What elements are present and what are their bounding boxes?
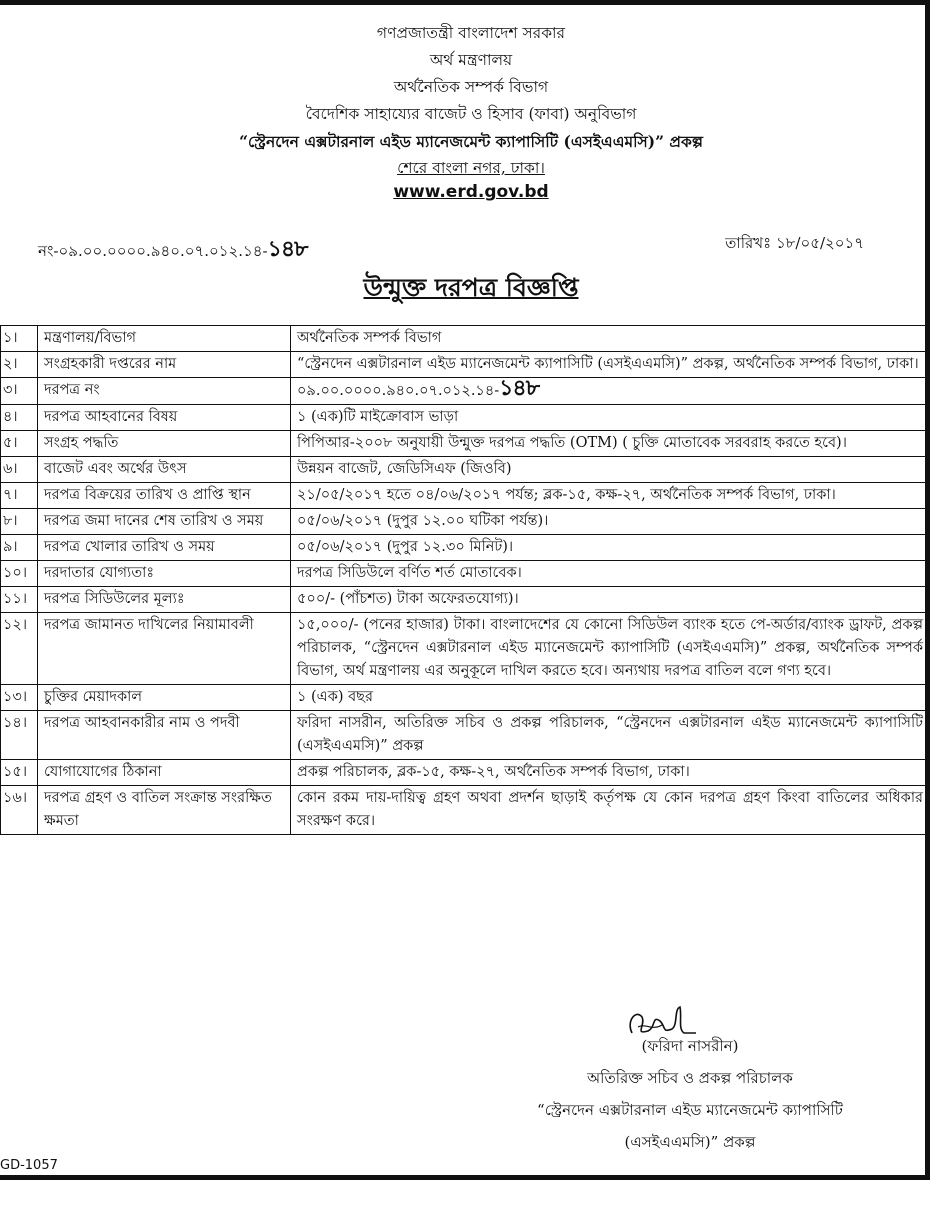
row-label: দরপত্র জামানত দাখিলের নিয়ামাবলী (38, 613, 291, 685)
row-value: কোন রকম দায়-দায়িত্ব গ্রহণ অথবা প্রদর্শন ছাড়াই কর্তৃপক্ষ যে কোন দরপত্র গ্রহণ কিংবা বাতিলের অধিকার সংরক্ষণ করে। (291, 786, 930, 835)
signatory-block (480, 1030, 900, 1158)
row-label: মন্ত্রণালয়/বিভাগ (38, 326, 291, 352)
letterhead (0, 20, 942, 202)
row-label: দরদাতার যোগ্যতাঃ (38, 561, 291, 587)
table-row (1, 483, 930, 509)
table-row (1, 326, 930, 352)
row-value: প্রকল্প পরিচালক, ব্লক-১৫, কক্ষ-২৭, অর্থনৈতিক সম্পর্ক বিভাগ, ঢাকা। (291, 760, 930, 786)
table-row (1, 711, 930, 760)
tender-number-handwritten: ১৪৮ (499, 376, 539, 401)
row-number: ৯। (1, 535, 38, 561)
row-value: ০৫/০৬/২০১৭ (দুপুর ১২.৩০ মিনিট)। (291, 535, 930, 561)
row-value (291, 378, 930, 405)
row-label: চুক্তির মেয়াদকাল (38, 685, 291, 711)
row-value: ১ (এক)টি মাইক্রোবাস ভাড়া (291, 405, 930, 431)
row-number: ১০। (1, 561, 38, 587)
row-number: ১৩। (1, 685, 38, 711)
table-row (1, 613, 930, 685)
row-value: ৫০০/- (পাঁচশত) টাকা অফেরতযোগ্য)। (291, 587, 930, 613)
table-row (1, 587, 930, 613)
table-row (1, 561, 930, 587)
memo-number-prefix: নং-০৯.০০.০০০০.৯৪০.০৭.০১২.১৪- (38, 242, 268, 260)
memo-number (38, 232, 307, 269)
row-number: ২। (1, 352, 38, 378)
row-value: “স্ট্রেনদেন এক্সটারনাল এইড ম্যানেজমেন্ট ক্যাপাসিটি (এসইএএমসি)” প্রকল্প, অর্থনৈতিক সম্পর্ক বিভাগ, ঢাকা। (291, 352, 930, 378)
row-value: ১ (এক) বছর (291, 685, 930, 711)
row-label: দরপত্র সিডিউলের মূল্যঃ (38, 587, 291, 613)
table-row (1, 378, 930, 405)
row-label: দরপত্র খোলার তারিখ ও সময় (38, 535, 291, 561)
table-row (1, 352, 930, 378)
row-label: দরপত্র গ্রহণ ও বাতিল সংক্রান্ত সংরক্ষিত ক্ষমতা (38, 786, 291, 835)
row-label: সংগ্রহ পদ্ধতি (38, 431, 291, 457)
row-number: ৮। (1, 509, 38, 535)
memo-number-handwritten: ১৪৮ (267, 237, 308, 262)
row-label: সংগ্রহকারী দপ্তরের নাম (38, 352, 291, 378)
row-label: যোগাযোগের ঠিকানা (38, 760, 291, 786)
table-row (1, 405, 930, 431)
row-number: ১৪। (1, 711, 38, 760)
row-value: ২১/০৫/২০১৭ হতে ০৪/০৬/২০১৭ পর্যন্ত; ব্লক-১৫, কক্ষ-২৭, অর্থনৈতিক সম্পর্ক বিভাগ, ঢাকা। (291, 483, 930, 509)
row-label: দরপত্র নং (38, 378, 291, 405)
row-label: দরপত্র আহবানকারীর নাম ও পদবী (38, 711, 291, 760)
tender-number-printed: ০৯.০০.০০০০.৯৪০.০৭.০১২.১৪- (297, 383, 500, 399)
row-value: উন্নয়ন বাজেট, জেডিসিএফ (জিওবি) (291, 457, 930, 483)
signatory-designation: অতিরিক্ত সচিব ও প্রকল্প পরিচালক (587, 1069, 793, 1087)
table-row (1, 457, 930, 483)
row-number: ৫। (1, 431, 38, 457)
row-label: দরপত্র জমা দানের শেষ তারিখ ও সময় (38, 509, 291, 535)
header-government: গণপ্রজাতন্ত্রী বাংলাদেশ সরকার (376, 24, 566, 42)
row-number: ৭। (1, 483, 38, 509)
table-row (1, 786, 930, 835)
row-value: ১৫,০০০/- (পনের হাজার) টাকা। বাংলাদেশের যে কোনো সিডিউল ব্যাংক হতে পে-অর্ডার/ব্যাংক ড্রাফট, প্রকল্প পরিচালক, “স্ট্রেনদেন এক্সটারনাল এইড ম্যানেজমেন্ট ক্যাপাসিটি (এসইএএমসি)” প্রকল্প, অর্থনৈতিক সম্পর্ক বিভাগ, অর্থ মন্ত্রণালয় এর অনুকূলে দাখিল করতে হবে। অন্যথায় দরপত্র বাতিল বলে গণ্য হবে। (291, 613, 930, 685)
row-number: ১৬। (1, 786, 38, 835)
table-row (1, 509, 930, 535)
row-label: বাজেট এবং অর্থের উৎস (38, 457, 291, 483)
table-row (1, 535, 930, 561)
row-number: ১২। (1, 613, 38, 685)
row-number: ৬। (1, 457, 38, 483)
header-wing: বৈদেশিক সাহায্যের বাজেট ও হিসাব (ফাবা) অনুবিভাগ (305, 105, 637, 123)
table-row (1, 760, 930, 786)
page-title-text: উন্মুক্ত দরপত্র বিজ্ঞপ্তি (363, 273, 579, 302)
row-value: ফরিদা নাসরীন, অতিরিক্ত সচিব ও প্রকল্প পরিচালক, “স্ট্রেনদেন এক্সটারনাল এইড ম্যানেজমেন্ট ক্যাপাসিটি (এসইএএমসি)” প্রকল্প (291, 711, 930, 760)
header-address (0, 155, 942, 182)
row-number: ১৫। (1, 760, 38, 786)
date-label: তারিখঃ (725, 234, 772, 252)
header-address-text: শেরে বাংলা নগর, ঢাকা। (397, 159, 545, 177)
row-number: ১। (1, 326, 38, 352)
row-value: অর্থনৈতিক সম্পর্ক বিভাগ (291, 326, 930, 352)
row-value: পিপিআর-২০০৮ অনুযায়ী উন্মুক্ত দরপত্র পদ্ধতি (OTM) ( চুক্তি মোতাবেক সরবরাহ করতে হবে)। (291, 431, 930, 457)
website-link[interactable]: www.erd.gov.bd (393, 182, 549, 202)
table-row (1, 685, 930, 711)
signatory-name: (ফরিদা নাসরীন) (641, 1037, 739, 1055)
header-ministry: অর্থ মন্ত্রণালয় (429, 51, 513, 69)
signatory-project-line1: “স্ট্রেনদেন এক্সটারনাল এইড ম্যানেজমেন্ট ক্যাপাসিটি (537, 1101, 843, 1119)
row-value: দরপত্র সিডিউলে বর্ণিত শর্ত মোতাবেক। (291, 561, 930, 587)
header-project: “স্ট্রেনদেন এক্সটারনাল এইড ম্যানেজমেন্ট ক্যাপাসিটি (এসইএএমসি)” প্রকল্প (239, 132, 703, 151)
row-number: ৩। (1, 378, 38, 405)
row-label: দরপত্র আহবানের বিষয় (38, 405, 291, 431)
header-division: অর্থনৈতিক সম্পর্ক বিভাগ (393, 78, 549, 96)
table-row (1, 431, 930, 457)
row-label: দরপত্র বিক্রয়ের তারিখ ও প্রাপ্তি স্থান (38, 483, 291, 509)
memo-date (725, 232, 864, 257)
row-number: ৪। (1, 405, 38, 431)
tender-details-table (0, 325, 930, 835)
signatory-project-line2: (এসইএএমসি)” প্রকল্প (624, 1133, 756, 1151)
row-number: ১১। (1, 587, 38, 613)
footer-code: GD-1057 (0, 1158, 58, 1173)
page-title (0, 268, 942, 311)
row-value: ০৫/০৬/২০১৭ (দুপুর ১২.০০ ঘটিকা পর্যন্ত)। (291, 509, 930, 535)
date-value: ১৮/০৫/২০১৭ (775, 234, 864, 252)
